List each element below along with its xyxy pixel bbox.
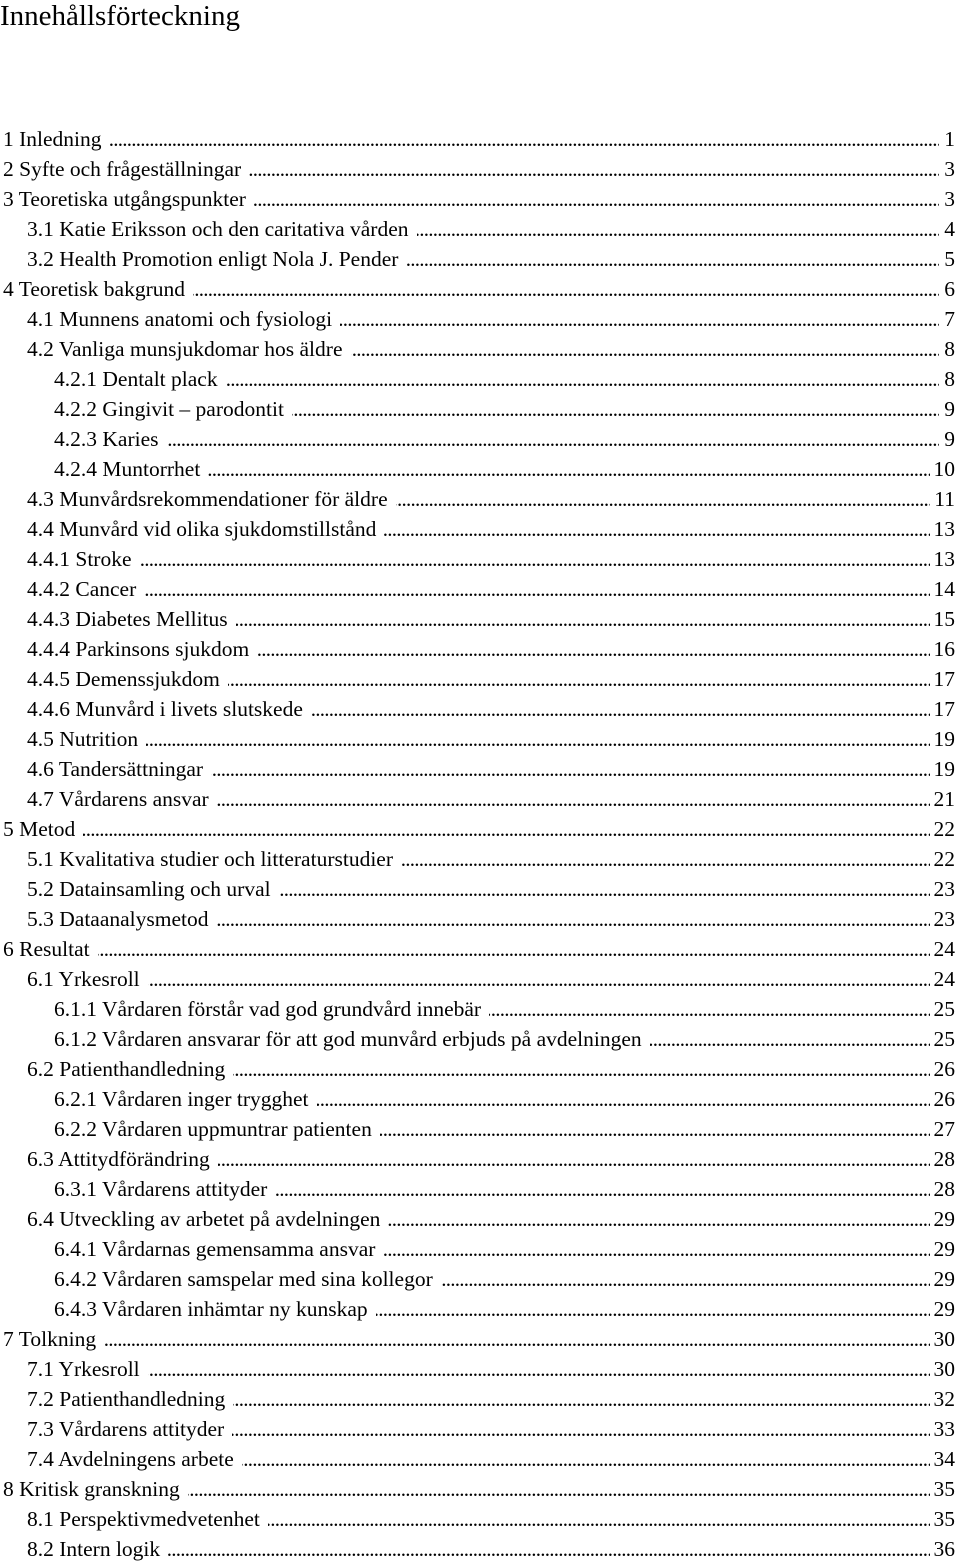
toc-entry-page-number: 30 xyxy=(933,1327,955,1351)
toc-entry-page-number: 7 xyxy=(944,307,955,331)
toc-entry-title: 4.7 Vårdarens ansvar xyxy=(27,787,209,811)
toc-entry-page-number: 13 xyxy=(933,547,955,571)
toc-dot-leader xyxy=(396,484,931,514)
table-of-contents xyxy=(0,124,955,1564)
toc-entry-page-number: 5 xyxy=(944,247,955,271)
toc-dot-leader xyxy=(148,964,930,994)
toc-entry[interactable] xyxy=(0,1174,955,1204)
toc-entry-page-number: 24 xyxy=(933,937,955,961)
toc-entry-page-number: 26 xyxy=(933,1087,955,1111)
toc-dot-leader xyxy=(233,1054,929,1084)
toc-entry[interactable] xyxy=(0,544,955,574)
toc-entry-page-number: 29 xyxy=(933,1297,955,1321)
toc-entry[interactable] xyxy=(0,334,955,364)
toc-entry-page-number: 17 xyxy=(933,697,955,721)
toc-entry-title: 4.4.1 Stroke xyxy=(27,547,132,571)
toc-dot-leader xyxy=(140,544,930,574)
toc-entry-title: 3.1 Katie Eriksson och den caritativa vården xyxy=(27,217,409,241)
toc-entry[interactable] xyxy=(0,1144,955,1174)
toc-entry-title: 4.3 Munvårdsrekommendationer för äldre xyxy=(27,487,388,511)
toc-dot-leader xyxy=(188,1474,930,1504)
toc-entry-page-number: 1 xyxy=(944,127,955,151)
toc-entry[interactable] xyxy=(0,1084,955,1114)
toc-entry[interactable] xyxy=(0,694,955,724)
toc-entry[interactable] xyxy=(0,1354,955,1384)
toc-entry-title: 5.1 Kvalitativa studier och litteraturstudier xyxy=(27,847,393,871)
toc-entry-title: 6.4 Utveckling av arbetet på avdelningen xyxy=(27,1207,381,1231)
toc-entry-page-number: 21 xyxy=(933,787,955,811)
toc-entry-page-number: 35 xyxy=(933,1507,955,1531)
toc-entry[interactable] xyxy=(0,214,955,244)
toc-dot-leader xyxy=(279,874,930,904)
toc-dot-leader xyxy=(317,1084,930,1114)
toc-dot-leader xyxy=(232,1414,929,1444)
toc-entry-title: 4.2.1 Dentalt plack xyxy=(54,367,218,391)
toc-entry[interactable] xyxy=(0,1384,955,1414)
toc-entry-title: 7.2 Patienthandledning xyxy=(27,1387,226,1411)
toc-entry[interactable] xyxy=(0,994,955,1024)
toc-entry-title: 8 Kritisk granskning xyxy=(3,1477,180,1501)
toc-entry-title: 4.5 Nutrition xyxy=(27,727,139,751)
toc-dot-leader xyxy=(254,184,939,214)
toc-entry-title: 2 Syfte och frågeställningar xyxy=(3,157,242,181)
toc-dot-leader xyxy=(98,934,930,964)
toc-entry-page-number: 19 xyxy=(933,727,955,751)
toc-entry[interactable] xyxy=(0,1444,955,1474)
toc-entry-title: 4.2.4 Muntorrhet xyxy=(54,457,201,481)
toc-dot-leader xyxy=(292,394,939,424)
toc-entry[interactable] xyxy=(0,1054,955,1084)
toc-entry[interactable] xyxy=(0,1474,955,1504)
toc-entry-page-number: 26 xyxy=(933,1057,955,1081)
toc-dot-leader xyxy=(218,1144,930,1174)
toc-entry-title: 3 Teoretiska utgångspunkter xyxy=(3,187,246,211)
toc-entry-title: 7.4 Avdelningens arbete xyxy=(27,1447,234,1471)
toc-dot-leader xyxy=(242,1444,930,1474)
toc-entry-page-number: 3 xyxy=(944,157,955,181)
toc-dot-leader xyxy=(217,784,930,814)
toc-entry[interactable] xyxy=(0,484,955,514)
toc-entry-page-number: 10 xyxy=(933,457,955,481)
toc-dot-leader xyxy=(340,304,939,334)
toc-entry-title: 5.3 Dataanalysmetod xyxy=(27,907,209,931)
toc-entry-title: 7.3 Vårdarens attityder xyxy=(27,1417,225,1441)
toc-entry[interactable] xyxy=(0,964,955,994)
toc-dot-leader xyxy=(275,1174,929,1204)
toc-dot-leader xyxy=(228,664,930,694)
toc-entry[interactable] xyxy=(0,664,955,694)
toc-entry-title: 4.2.2 Gingivit – parodontit xyxy=(54,397,284,421)
toc-entry-page-number: 19 xyxy=(933,757,955,781)
toc-dot-leader xyxy=(110,124,939,154)
toc-dot-leader xyxy=(388,1204,929,1234)
toc-entry-page-number: 34 xyxy=(933,1447,955,1471)
toc-entry-title: 6.4.2 Vårdaren samspelar med sina kollegor xyxy=(54,1267,433,1291)
toc-dot-leader xyxy=(489,994,929,1024)
toc-entry-title: 4.4.5 Demenssjukdom xyxy=(27,667,220,691)
toc-entry-title: 4 Teoretisk bakgrund xyxy=(3,277,186,301)
toc-entry[interactable] xyxy=(0,1534,955,1564)
toc-dot-leader xyxy=(226,364,939,394)
toc-entry[interactable] xyxy=(0,394,955,424)
toc-entry[interactable] xyxy=(0,424,955,454)
toc-entry-page-number: 17 xyxy=(933,667,955,691)
toc-entry[interactable] xyxy=(0,874,955,904)
toc-entry[interactable] xyxy=(0,304,955,334)
toc-entry-page-number: 22 xyxy=(933,847,955,871)
toc-entry-page-number: 23 xyxy=(933,907,955,931)
toc-dot-leader xyxy=(417,214,940,244)
toc-entry-page-number: 36 xyxy=(933,1537,955,1561)
toc-entry[interactable] xyxy=(0,574,955,604)
toc-entry-page-number: 33 xyxy=(933,1417,955,1441)
toc-entry-title: 6.4.1 Vårdarnas gemensamma ansvar xyxy=(54,1237,376,1261)
toc-entry-page-number: 4 xyxy=(944,217,955,241)
toc-entry-title: 4.4.6 Munvård i livets slutskede xyxy=(27,697,303,721)
toc-entry-page-number: 16 xyxy=(933,637,955,661)
toc-entry[interactable] xyxy=(0,724,955,754)
toc-dot-leader xyxy=(168,1534,929,1564)
toc-entry[interactable] xyxy=(0,1024,955,1054)
toc-entry[interactable] xyxy=(0,1114,955,1144)
toc-entry-page-number: 35 xyxy=(933,1477,955,1501)
toc-dot-leader xyxy=(401,844,930,874)
toc-entry-page-number: 28 xyxy=(933,1177,955,1201)
toc-dot-leader xyxy=(193,274,939,304)
toc-entry[interactable] xyxy=(0,844,955,874)
toc-entry-title: 4.2 Vanliga munsjukdomar hos äldre xyxy=(27,337,343,361)
page-title: Innehållsförteckning xyxy=(0,0,240,32)
toc-entry[interactable] xyxy=(0,514,955,544)
toc-entry-title: 6.3 Attitydförändring xyxy=(27,1147,210,1171)
toc-entry[interactable] xyxy=(0,184,955,214)
toc-entry-page-number: 11 xyxy=(934,487,955,511)
toc-entry[interactable] xyxy=(0,454,955,484)
toc-entry[interactable] xyxy=(0,1204,955,1234)
toc-entry-title: 4.4.4 Parkinsons sjukdom xyxy=(27,637,250,661)
toc-dot-leader xyxy=(217,904,930,934)
toc-entry-title: 3.2 Health Promotion enligt Nola J. Pender xyxy=(27,247,399,271)
toc-entry-page-number: 30 xyxy=(933,1357,955,1381)
toc-dot-leader xyxy=(211,754,929,784)
toc-dot-leader xyxy=(146,724,929,754)
toc-dot-leader xyxy=(148,1354,930,1384)
toc-dot-leader xyxy=(351,334,940,364)
toc-entry-title: 4.4 Munvård vid olika sjukdomstillstånd xyxy=(27,517,377,541)
toc-entry[interactable] xyxy=(0,1414,955,1444)
toc-dot-leader xyxy=(268,1504,930,1534)
toc-dot-leader xyxy=(441,1264,930,1294)
toc-entry-title: 4.2.3 Karies xyxy=(54,427,159,451)
toc-entry[interactable] xyxy=(0,784,955,814)
toc-dot-leader xyxy=(233,1384,929,1414)
toc-entry[interactable] xyxy=(0,124,955,154)
toc-entry-page-number: 29 xyxy=(933,1237,955,1261)
toc-dot-leader xyxy=(383,1234,929,1264)
toc-entry-page-number: 29 xyxy=(933,1267,955,1291)
toc-dot-leader xyxy=(249,154,939,184)
toc-entry-title: 4.4.2 Cancer xyxy=(27,577,137,601)
toc-entry-page-number: 3 xyxy=(944,187,955,211)
toc-entry-page-number: 27 xyxy=(933,1117,955,1141)
toc-dot-leader xyxy=(208,454,929,484)
toc-entry-title: 6 Resultat xyxy=(3,937,90,961)
toc-entry-page-number: 25 xyxy=(933,1027,955,1051)
toc-dot-leader xyxy=(167,424,940,454)
toc-entry-page-number: 8 xyxy=(944,367,955,391)
toc-dot-leader xyxy=(384,514,929,544)
toc-entry-title: 4.4.3 Diabetes Mellitus xyxy=(27,607,228,631)
toc-entry-title: 6.1.2 Vårdaren ansvarar för att god munvård erbjuds på avdelningen xyxy=(54,1027,642,1051)
toc-entry-page-number: 14 xyxy=(933,577,955,601)
toc-entry[interactable] xyxy=(0,1504,955,1534)
toc-entry[interactable] xyxy=(0,1324,955,1354)
toc-entry-page-number: 15 xyxy=(933,607,955,631)
toc-entry[interactable] xyxy=(0,934,955,964)
toc-dot-leader xyxy=(380,1114,930,1144)
toc-entry-page-number: 13 xyxy=(933,517,955,541)
toc-entry-page-number: 28 xyxy=(933,1147,955,1171)
toc-entry[interactable] xyxy=(0,754,955,784)
toc-entry-page-number: 32 xyxy=(933,1387,955,1411)
toc-entry-page-number: 24 xyxy=(933,967,955,991)
toc-entry-page-number: 25 xyxy=(933,997,955,1021)
toc-dot-leader xyxy=(236,604,930,634)
toc-entry[interactable] xyxy=(0,1294,955,1324)
toc-entry[interactable] xyxy=(0,604,955,634)
toc-entry-page-number: 9 xyxy=(944,397,955,421)
toc-entry[interactable] xyxy=(0,634,955,664)
toc-entry-title: 6.1.1 Vårdaren förstår vad god grundvård innebär xyxy=(54,997,482,1021)
toc-entry-page-number: 22 xyxy=(933,817,955,841)
toc-entry-page-number: 23 xyxy=(933,877,955,901)
toc-entry-page-number: 6 xyxy=(944,277,955,301)
toc-entry-title: 4.1 Munnens anatomi och fysiologi xyxy=(27,307,333,331)
toc-dot-leader xyxy=(311,694,930,724)
toc-dot-leader xyxy=(406,244,939,274)
toc-entry[interactable] xyxy=(0,154,955,184)
toc-entry-page-number: 8 xyxy=(944,337,955,361)
toc-dot-leader xyxy=(144,574,929,604)
toc-entry-title: 6.2.2 Vårdaren uppmuntrar patienten xyxy=(54,1117,372,1141)
toc-entry[interactable] xyxy=(0,364,955,394)
toc-entry-title: 6.2 Patienthandledning xyxy=(27,1057,226,1081)
toc-entry-title: 7 Tolkning xyxy=(3,1327,97,1351)
toc-entry-title: 6.2.1 Vårdaren inger trygghet xyxy=(54,1087,309,1111)
toc-entry-page-number: 9 xyxy=(944,427,955,451)
toc-entry-title: 8.2 Intern logik xyxy=(27,1537,161,1561)
toc-entry[interactable] xyxy=(0,244,955,274)
toc-dot-leader xyxy=(650,1024,930,1054)
toc-entry-title: 5 Metod xyxy=(3,817,76,841)
toc-dot-leader xyxy=(257,634,929,664)
toc-entry[interactable] xyxy=(0,274,955,304)
toc-entry-title: 6.4.3 Vårdaren inhämtar ny kunskap xyxy=(54,1297,368,1321)
toc-entry[interactable] xyxy=(0,1264,955,1294)
toc-entry-title: 6.1 Yrkesroll xyxy=(27,967,140,991)
toc-entry[interactable] xyxy=(0,904,955,934)
toc-entry-title: 1 Inledning xyxy=(3,127,102,151)
toc-entry-title: 6.3.1 Vårdarens attityder xyxy=(54,1177,268,1201)
toc-dot-leader xyxy=(104,1324,929,1354)
toc-entry-title: 7.1 Yrkesroll xyxy=(27,1357,140,1381)
toc-entry[interactable] xyxy=(0,814,955,844)
toc-entry-title: 5.2 Datainsamling och urval xyxy=(27,877,271,901)
toc-entry-title: 8.1 Perspektivmedvetenhet xyxy=(27,1507,260,1531)
toc-dot-leader xyxy=(376,1294,930,1324)
toc-entry-title: 4.6 Tandersättningar xyxy=(27,757,204,781)
toc-entry-page-number: 29 xyxy=(933,1207,955,1231)
toc-dot-leader xyxy=(83,814,929,844)
toc-entry[interactable] xyxy=(0,1234,955,1264)
